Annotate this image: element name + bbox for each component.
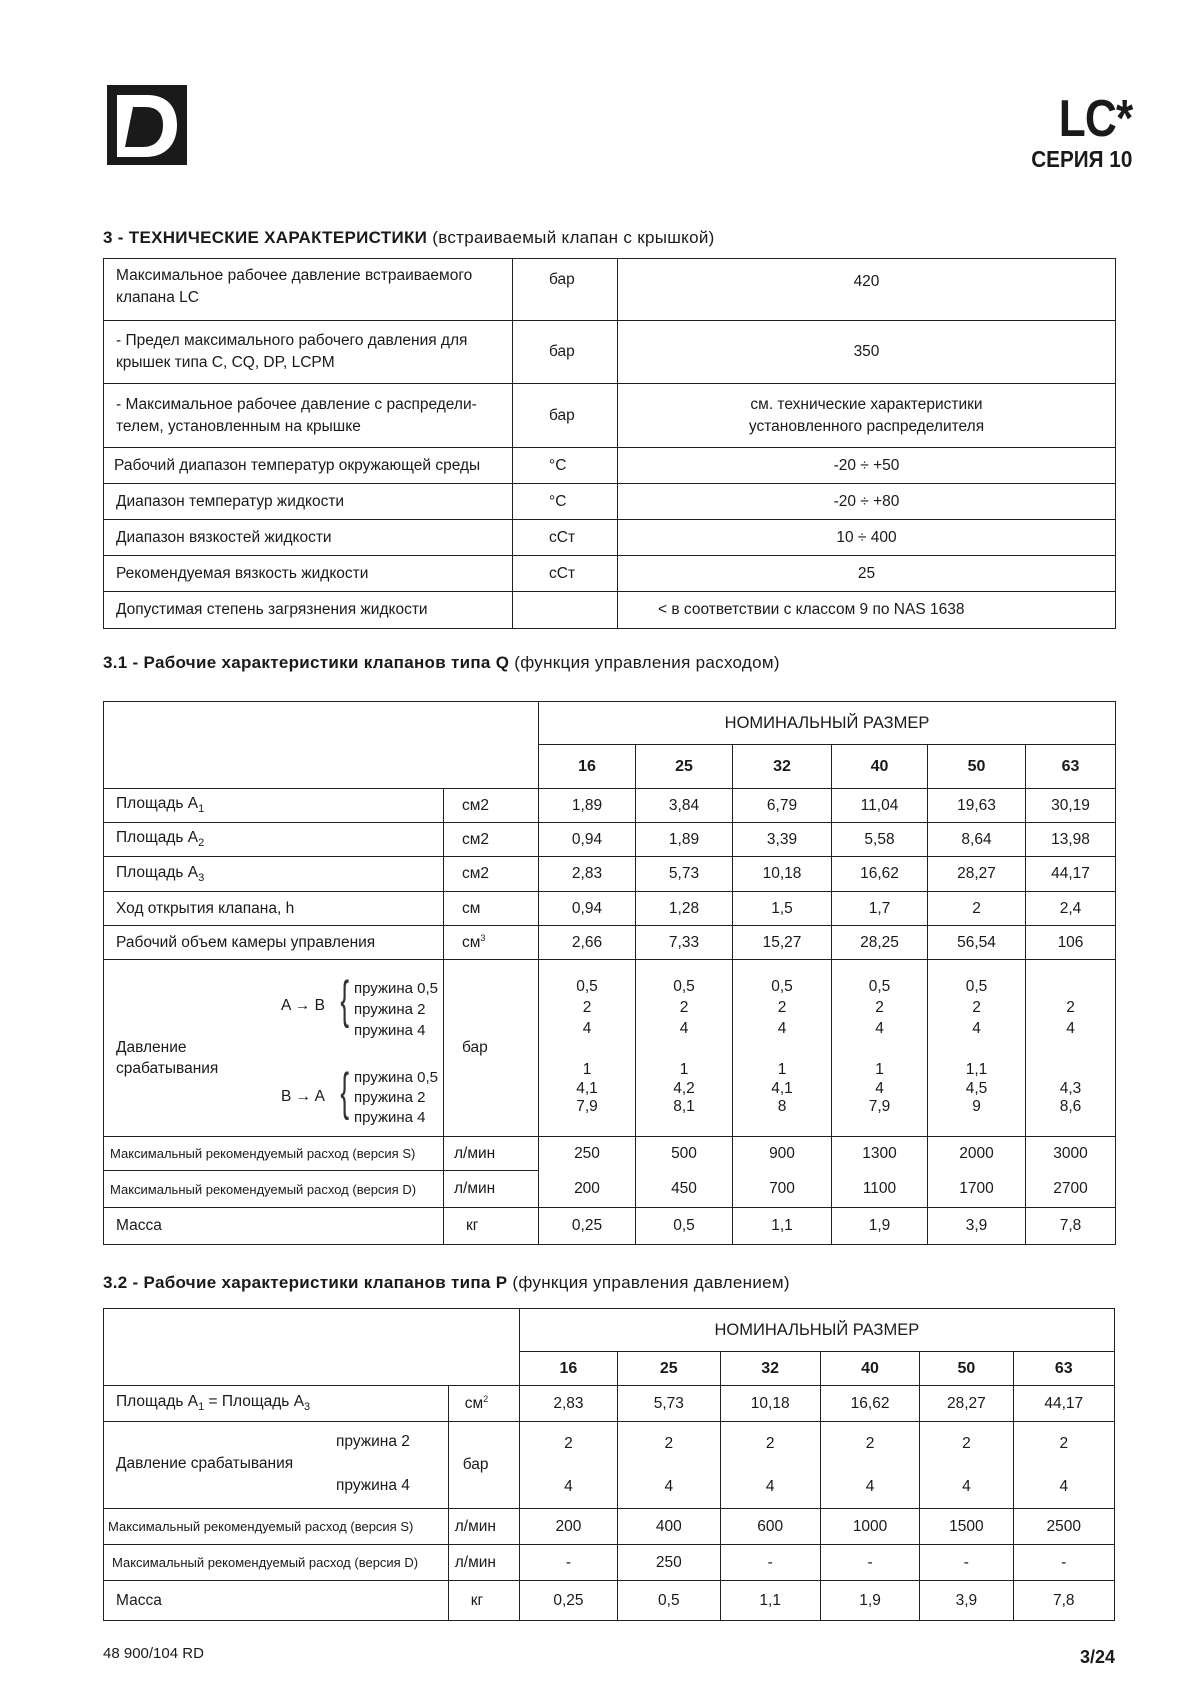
table-row	[104, 1581, 1115, 1621]
table-row	[104, 484, 1116, 520]
row-unit: л/мин	[444, 1171, 539, 1208]
cell: 0,94	[539, 892, 636, 926]
cell: 400	[618, 1509, 720, 1545]
cell: 11,04	[832, 789, 928, 823]
cell: 2,4	[1026, 892, 1116, 926]
cell: 0,5 2 4 1 4,1 8	[733, 960, 832, 1137]
table-row	[104, 520, 1116, 556]
size-header: 25	[636, 745, 733, 789]
row-unit: л/мин	[444, 1137, 539, 1171]
cell: 1,9	[832, 1208, 928, 1245]
row-unit: л/мин	[448, 1545, 519, 1581]
cell: 450	[636, 1171, 733, 1208]
size-header: 63	[1026, 745, 1116, 789]
cell: 19,63	[928, 789, 1026, 823]
cell: 7,8	[1013, 1581, 1114, 1621]
cell: 2 4 4,3 8,6	[1026, 960, 1116, 1137]
cell: 3000	[1026, 1137, 1116, 1171]
row-unit: бар	[444, 960, 539, 1137]
spring-2-label: пружина 2	[336, 1433, 410, 1450]
section-3-1-title	[103, 653, 780, 673]
cell: 2 4	[720, 1422, 820, 1509]
cell: 1500	[920, 1509, 1013, 1545]
pressure-label-cell	[104, 960, 444, 1137]
cell: 1,1	[720, 1581, 820, 1621]
product-series: СЕРИЯ 10	[1030, 146, 1132, 172]
section-title-bold: 3.1 - Рабочие характеристики клапанов типа Q	[103, 653, 510, 672]
cell: 600	[720, 1509, 820, 1545]
row-label: Максимальный рекомендуемый расход (версия D)	[104, 1545, 449, 1581]
spec-unit: бар	[513, 321, 618, 384]
cell: 44,17	[1026, 857, 1116, 892]
cell: 44,17	[1013, 1386, 1114, 1422]
spec-label: Диапазон вязкостей жидкости	[104, 520, 513, 556]
section-3-2-title	[103, 1273, 790, 1293]
spec-unit: °C	[513, 448, 618, 484]
size-header: 25	[618, 1352, 720, 1386]
spring-4-label: пружина 4	[336, 1477, 410, 1494]
blank-corner	[104, 702, 539, 789]
spec-label: Допустимая степень загрязнения жидкости	[104, 592, 513, 629]
cell: 200	[519, 1509, 617, 1545]
spring-list-ab: пружина 0,5 пружина 2 пружина 4	[354, 980, 439, 1039]
pressure-label: Давление срабатывания	[116, 1455, 294, 1472]
cell: -	[920, 1545, 1013, 1581]
cell: 2,66	[539, 926, 636, 960]
cell: 5,73	[618, 1386, 720, 1422]
cell: 3,39	[733, 823, 832, 857]
size-header: 40	[820, 1352, 919, 1386]
spec-label: - Максимальное рабочее давление с распредели-телем, установленным на крышке	[104, 384, 513, 448]
row-unit: см2	[444, 823, 539, 857]
spring-list-ba: пружина 0,5 пружина 2 пружина 4	[354, 1069, 439, 1126]
section-title-note: (функция управления расходом)	[514, 653, 780, 672]
company-logo-icon	[107, 85, 187, 165]
cell: 1,1	[733, 1208, 832, 1245]
cell: 0,5 2 4 1,1 4,5 9	[928, 960, 1026, 1137]
cell: 28,27	[920, 1386, 1013, 1422]
cell: 250	[618, 1545, 720, 1581]
cell: 3,9	[920, 1581, 1013, 1621]
spec-value: -20 ÷ +50	[618, 448, 1116, 484]
cell: 28,25	[832, 926, 928, 960]
cell: 15,27	[733, 926, 832, 960]
cell: 2500	[1013, 1509, 1114, 1545]
cell: 2 4	[519, 1422, 617, 1509]
cell: 5,73	[636, 857, 733, 892]
cell: 56,54	[928, 926, 1026, 960]
cell: 200	[539, 1171, 636, 1208]
cell: -	[720, 1545, 820, 1581]
table-row	[104, 1386, 1115, 1422]
cell: 0,5 2 4 1 4,1 7,9	[539, 960, 636, 1137]
document-number: 48 900/104 RD	[103, 1645, 204, 1662]
cell: 16,62	[820, 1386, 919, 1422]
cell: 13,98	[1026, 823, 1116, 857]
row-unit: кг	[444, 1208, 539, 1245]
spec-unit	[513, 592, 618, 629]
size-header: 50	[928, 745, 1026, 789]
cell: 0,25	[539, 1208, 636, 1245]
product-header	[1020, 92, 1132, 172]
table-row	[104, 789, 1116, 823]
spec-value: 25	[618, 556, 1116, 592]
cell: 1,28	[636, 892, 733, 926]
table-row	[104, 823, 1116, 857]
cell: 5,58	[832, 823, 928, 857]
table-row	[104, 448, 1116, 484]
spec-value: -20 ÷ +80	[618, 484, 1116, 520]
spec-value: < в соответствии с классом 9 по NAS 1638	[618, 592, 1116, 629]
cell: 0,5 2 4 1 4,2 8,1	[636, 960, 733, 1137]
size-header: 50	[920, 1352, 1013, 1386]
cell: 1000	[820, 1509, 919, 1545]
cell: 0,5	[636, 1208, 733, 1245]
size-header: 63	[1013, 1352, 1114, 1386]
product-code: LC*	[1058, 90, 1132, 148]
table-row	[104, 321, 1116, 384]
row-unit: см2	[444, 857, 539, 892]
cell: 1300	[832, 1137, 928, 1171]
cell: 10,18	[720, 1386, 820, 1422]
table-row	[104, 556, 1116, 592]
cell: 500	[636, 1137, 733, 1171]
cell: 1,89	[636, 823, 733, 857]
cell: 7,8	[1026, 1208, 1116, 1245]
cell: 0,25	[519, 1581, 617, 1621]
cell: 2700	[1026, 1171, 1116, 1208]
cell: 7,33	[636, 926, 733, 960]
cell: 2 4	[1013, 1422, 1114, 1509]
cell: 10,18	[733, 857, 832, 892]
row-label: Максимальный рекомендуемый расход (версия S)	[104, 1509, 449, 1545]
brace-icon: {	[340, 971, 350, 1029]
section-title-note: (встраиваемый клапан с крышкой)	[432, 228, 715, 247]
cell: 1100	[832, 1171, 928, 1208]
table-row	[104, 259, 1116, 321]
cell: -	[1013, 1545, 1114, 1581]
spec-label: - Предел максимального рабочего давления для крышек типа C, CQ, DP, LCPM	[104, 321, 513, 384]
cell: 8,64	[928, 823, 1026, 857]
row-label: Ход открытия клапана, h	[104, 892, 444, 926]
table-row	[104, 1509, 1115, 1545]
cell: 2,83	[519, 1386, 617, 1422]
section-title-note: (функция управления давлением)	[512, 1273, 790, 1292]
cell: 2,83	[539, 857, 636, 892]
row-unit: $см^3$	[444, 926, 539, 960]
spec-unit: бар	[513, 384, 618, 448]
cell: 28,27	[928, 857, 1026, 892]
row-unit: см2	[444, 789, 539, 823]
cell: 250	[539, 1137, 636, 1171]
row-label: Площадь $A_1$	[104, 789, 444, 823]
spec-label: Максимальное рабочее давление встраиваемого клапана LC	[104, 259, 513, 321]
row-label: Площадь $A_2$	[104, 823, 444, 857]
table-row	[104, 1137, 1116, 1171]
cell: 3,9	[928, 1208, 1026, 1245]
cell: 0,94	[539, 823, 636, 857]
cell: 106	[1026, 926, 1116, 960]
cell: 0,5	[618, 1581, 720, 1621]
cell: 1,9	[820, 1581, 919, 1621]
q-type-table	[103, 701, 1116, 1245]
cell: 16,62	[832, 857, 928, 892]
blank-corner	[104, 1309, 520, 1386]
spec-label: Рекомендуемая вязкость жидкости	[104, 556, 513, 592]
pressure-label: Давление срабатывания	[116, 1039, 219, 1077]
cell: 2	[928, 892, 1026, 926]
row-label: Рабочий объем камеры управления	[104, 926, 444, 960]
size-header: 40	[832, 745, 928, 789]
spec-label: Рабочий диапазон температур окружающей среды	[104, 448, 513, 484]
cell: 900	[733, 1137, 832, 1171]
section-title-bold: 3.2 - Рабочие характеристики клапанов типа P	[103, 1273, 508, 1292]
cell: 0,5 2 4 1 4 7,9	[832, 960, 928, 1137]
spec-unit: сСт	[513, 556, 618, 592]
section-3-title	[103, 228, 715, 248]
table-row	[104, 926, 1116, 960]
row-label: Масса	[104, 1581, 449, 1621]
row-label: Площадь $A_1$ = Площадь $A_3$	[104, 1386, 449, 1422]
spec-value: 420	[618, 259, 1116, 321]
cell: 2 4	[820, 1422, 919, 1509]
table-row	[104, 1208, 1116, 1245]
row-unit: кг	[448, 1581, 519, 1621]
cell: 1,5	[733, 892, 832, 926]
size-header: 16	[519, 1352, 617, 1386]
cell: 6,79	[733, 789, 832, 823]
direction-ab: A → B	[281, 997, 325, 1014]
page-number: 3/24	[1079, 1647, 1115, 1667]
spec-value: 350	[618, 321, 1116, 384]
cell: 1700	[928, 1171, 1026, 1208]
row-unit: $см^2$	[448, 1386, 519, 1422]
section-title-bold: 3 - ТЕХНИЧЕСКИЕ ХАРАКТЕРИСТИКИ	[103, 228, 428, 247]
row-label: Масса	[104, 1208, 444, 1245]
row-unit: бар	[448, 1422, 519, 1509]
cell: 1,89	[539, 789, 636, 823]
spec-label: Диапазон температур жидкости	[104, 484, 513, 520]
cell: 3,84	[636, 789, 733, 823]
cell: 2 4	[618, 1422, 720, 1509]
table-row	[104, 1545, 1115, 1581]
spec-unit: бар	[513, 259, 618, 321]
pressure-row	[104, 960, 1116, 1137]
p-type-table	[103, 1308, 1115, 1621]
cell: -	[820, 1545, 919, 1581]
cell: 700	[733, 1171, 832, 1208]
spec-unit: °C	[513, 484, 618, 520]
cell: 1,7	[832, 892, 928, 926]
row-label: Максимальный рекомендуемый расход (версия D)	[104, 1171, 444, 1208]
table-row	[104, 1171, 1116, 1208]
nominal-size-header: НОМИНАЛЬНЫЙ РАЗМЕР	[519, 1309, 1114, 1352]
size-header: 32	[720, 1352, 820, 1386]
spec-unit: сСт	[513, 520, 618, 556]
row-unit: см	[444, 892, 539, 926]
spec-value: 10 ÷ 400	[618, 520, 1116, 556]
brace-icon: {	[340, 1063, 350, 1121]
pressure-label-cell	[104, 1422, 449, 1509]
table-row	[104, 857, 1116, 892]
direction-ba: B → A	[281, 1088, 325, 1105]
size-header: 32	[733, 745, 832, 789]
table-row	[104, 892, 1116, 926]
cell: 2000	[928, 1137, 1026, 1171]
tech-specs-table	[103, 258, 1116, 629]
row-label: Максимальный рекомендуемый расход (версия S)	[104, 1137, 444, 1171]
cell: -	[519, 1545, 617, 1581]
table-row	[104, 384, 1116, 448]
nominal-size-header: НОМИНАЛЬНЫЙ РАЗМЕР	[539, 702, 1116, 745]
spec-value: см. технические характеристики установленного распределителя	[618, 384, 1116, 448]
pressure-row	[104, 1422, 1115, 1509]
size-header: 16	[539, 745, 636, 789]
row-unit: л/мин	[448, 1509, 519, 1545]
cell: 30,19	[1026, 789, 1116, 823]
table-row	[104, 592, 1116, 629]
row-label: Площадь $A_3$	[104, 857, 444, 892]
cell: 2 4	[920, 1422, 1013, 1509]
